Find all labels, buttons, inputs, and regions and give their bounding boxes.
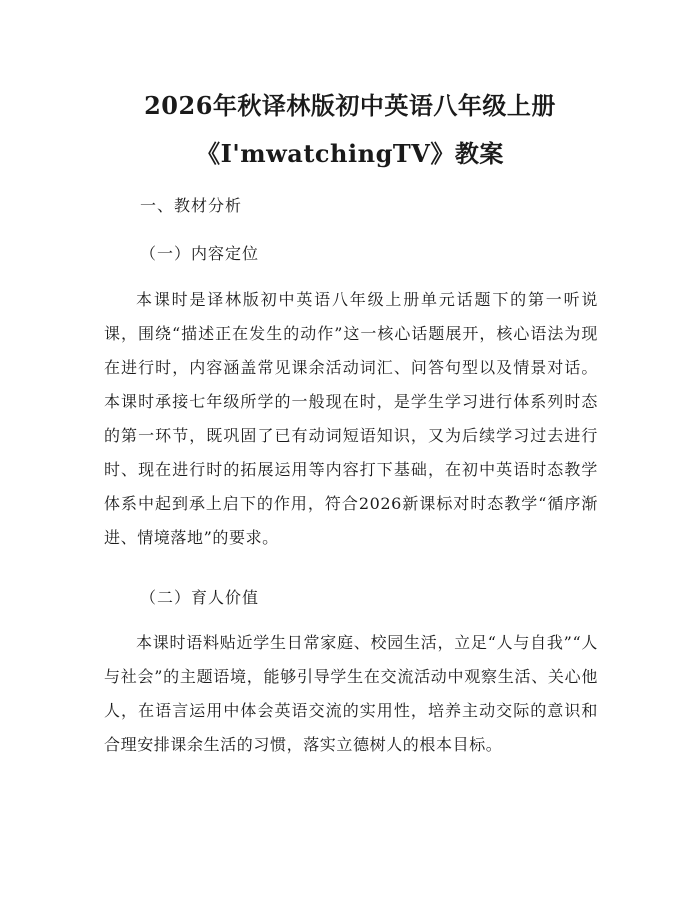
document-title-line-2: 《I'mwatchingTV》教案 — [196, 139, 504, 168]
paragraph-content-positioning: 本课时是译林版初中英语八年级上册单元话题下的第一听说课，围绕“描述正在发生的动作”这一核心话题展开，核心语法为现在进行时，内容涵盖常见课余活动词汇、问答句型以及情景对话。本课时承接七年级所学的一般现在时，是学生学习进行体系列时态的第一环节，既巩固了已有动词短语知识，又为后续学习过去进行时、现在进行时的拓展运用等内容打下基础，在初中英语时态教学体系中起到承上启下的作用，符合2026新课标对时态教学“循序渐进、情境落地”的要求。 — [104, 290, 598, 547]
document-title-line-1: 2026年秋译林版初中英语八年级上册 — [144, 91, 556, 120]
subsection-heading-content-positioning: （一）内容定位 — [140, 244, 260, 263]
section-heading-materials-analysis: 一、教材分析 — [140, 196, 243, 215]
subsection-heading-educational-value: （二）育人价值 — [140, 588, 260, 607]
paragraph-educational-value: 本课时语料贴近学生日常家庭、校园生活，立足“人与自我”“人与社会”的主题语境，能够引导学生在交流活动中观察生活、关心他人，在语言运用中体会英语交流的实用性，培养主动交际的意识和合理安排课余生活的习惯，落实立德树人的根本目标。 — [104, 633, 598, 754]
